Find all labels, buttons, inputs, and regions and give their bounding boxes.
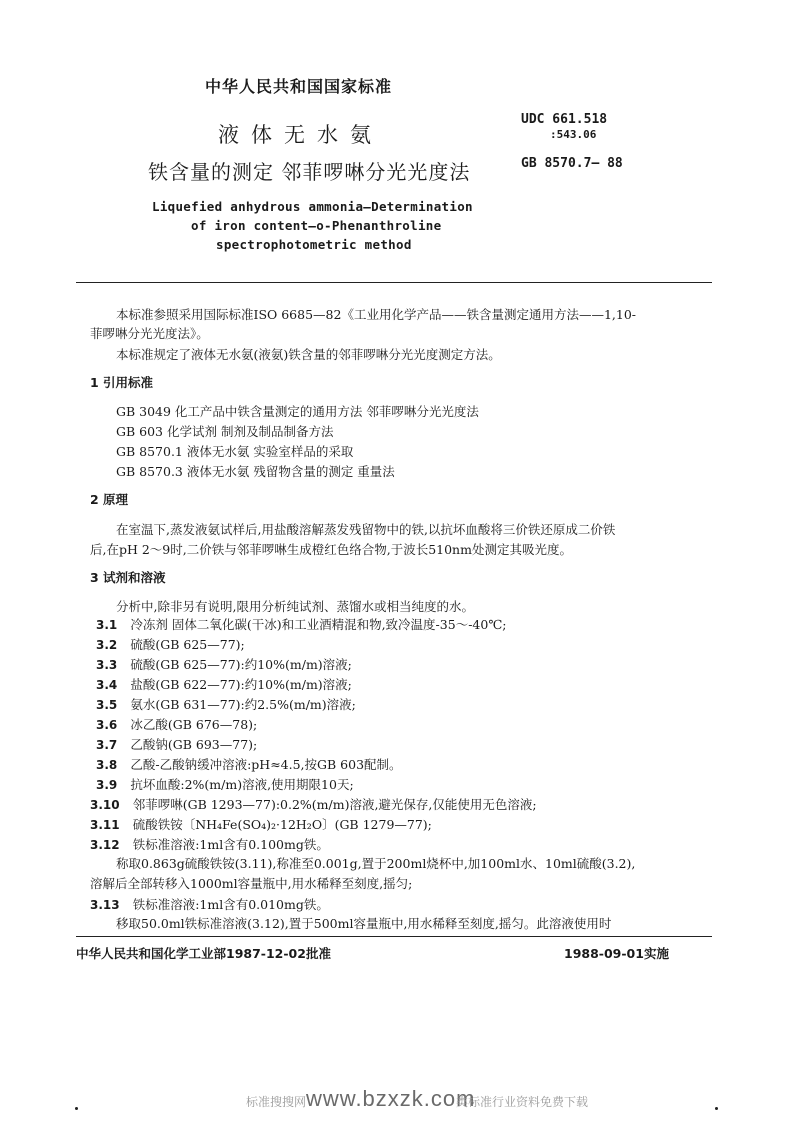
english-title-line1: Liquefied anhydrous ammonia—Determination: [152, 199, 473, 214]
reagent-number: 3.5: [96, 698, 118, 712]
reagent-item: [96, 674, 352, 693]
watermark-right-text: 类标准行业资料免费下载: [456, 1095, 589, 1109]
reagents-intro: 分析中,除非另有说明,限用分析纯试剂、蒸馏水或相当纯度的水。: [116, 599, 474, 614]
section2-heading: 2 原理: [90, 492, 129, 507]
reference-item: GB 603 化学试剂 制剂及制品制备方法: [116, 424, 334, 439]
gb-number: GB 8570.7— 88: [521, 156, 623, 171]
scan-dot: [715, 1107, 718, 1110]
intro-paragraph1-line1: 本标准参照采用国际标准ISO 6685—82《工业用化学产品——铁含量测定通用方法——1,10-: [116, 307, 636, 322]
reagent-item: [96, 754, 402, 773]
reagent-item: [96, 774, 354, 793]
udc-code: UDC 661.518: [521, 112, 608, 127]
reagent-number: 3.6: [96, 718, 118, 732]
reagent-item: [90, 834, 329, 853]
scan-dot: [75, 1107, 78, 1110]
document-title-line1: 液体无水氨: [218, 123, 383, 147]
procedure-313-line1: 移取50.0ml铁标准溶液(3.12),置于500ml容量瓶中,用水稀释至刻度,摇匀。此溶液使用时: [116, 916, 612, 931]
reagent-item: [90, 814, 432, 833]
reagent-item: [96, 654, 352, 673]
udc-code-cont: :543.06: [550, 128, 597, 141]
reagent-number: 3.13: [90, 898, 120, 912]
reagent-text: 铁标准溶液:1ml含有0.100mg铁。: [132, 837, 329, 852]
watermark-left-text: 标准搜搜网: [246, 1095, 307, 1109]
reagent-text: 氨水(GB 631—77):约2.5%(m/m)溶液;: [130, 697, 356, 712]
reagent-number: 3.4: [96, 678, 118, 692]
section1-heading: 1 引用标准: [90, 375, 154, 390]
reagent-text: 铁标准溶液:1ml含有0.010mg铁。: [132, 897, 329, 912]
reagent-number: 3.8: [96, 758, 118, 772]
reagent-item: [96, 714, 257, 733]
reagent-number: 3.11: [90, 818, 120, 832]
reagent-item: [90, 894, 329, 913]
principle-line2: 后,在pH 2～9时,二价铁与邻菲啰啉生成橙红色络合物,于波长510nm处测定其吸光度。: [90, 542, 572, 557]
principle-line1: 在室温下,蒸发液氨试样后,用盐酸溶解蒸发残留物中的铁,以抗坏血酸将三价铁还原成二价铁: [116, 522, 616, 537]
reagent-item: [96, 634, 245, 653]
reagent-text: 冰乙酸(GB 676—78);: [130, 717, 258, 732]
reagent-text: 冷冻剂 固体二氧化碳(干冰)和工业酒精混和物,致冷温度-35～-40℃;: [130, 617, 507, 632]
english-title-line3: spectrophotometric method: [216, 237, 412, 252]
english-title-line2: of iron content—o-Phenanthroline: [191, 218, 442, 233]
procedure-312-line2: 溶解后全部转移入1000ml容量瓶中,用水稀释至刻度,摇匀;: [90, 876, 413, 891]
reagent-item: [96, 614, 507, 633]
reagent-number: 3.3: [96, 658, 118, 672]
header-divider: [76, 282, 712, 283]
watermark-url[interactable]: www.bzxzk.com: [306, 1086, 476, 1111]
reagent-text: 盐酸(GB 622—77):约10%(m/m)溶液;: [130, 677, 352, 692]
reagent-item: [96, 694, 356, 713]
intro-paragraph2: 本标准规定了液体无水氨(液氨)铁含量的邻菲啰啉分光光度测定方法。: [116, 347, 501, 362]
reagent-number: 3.1: [96, 618, 118, 632]
footer-divider: [76, 936, 712, 937]
approval-note: 中华人民共和国化学工业部1987-12-02批准: [76, 946, 331, 961]
reagent-text: 邻菲啰啉(GB 1293—77):0.2%(m/m)溶液,避光保存,仅能使用无色溶液;: [132, 797, 537, 812]
reagent-number: 3.9: [96, 778, 118, 792]
procedure-312-line1: 称取0.863g硫酸铁铵(3.11),称准至0.001g,置于200ml烧杯中,加100ml水、10ml硫酸(3.2),: [116, 856, 636, 871]
reagent-number: 3.12: [90, 838, 120, 852]
reagent-text: 硫酸(GB 625—77);: [130, 637, 245, 652]
intro-paragraph1-line2: 菲啰啉分光光度法》。: [90, 326, 209, 341]
reagent-item: [90, 794, 537, 813]
document-title-line2: 铁含量的测定 邻菲啰啉分光光度法: [148, 160, 471, 184]
reagent-text: 硫酸铁铵〔NH₄Fe(SO₄)₂·12H₂O〕(GB 1279—77);: [132, 817, 432, 832]
reagent-text: 抗坏血酸:2%(m/m)溶液,使用期限10天;: [130, 777, 354, 792]
reference-item: GB 8570.3 液体无水氨 残留物含量的测定 重量法: [116, 464, 395, 479]
reagent-text: 硫酸(GB 625—77):约10%(m/m)溶液;: [130, 657, 352, 672]
reagent-text: 乙酸-乙酸钠缓冲溶液:pH≈4.5,按GB 603配制。: [130, 757, 402, 772]
effective-date: 1988-09-01实施: [564, 946, 669, 961]
reagent-number: 3.7: [96, 738, 118, 752]
reagent-text: 乙酸钠(GB 693—77);: [130, 737, 258, 752]
reagent-number: 3.2: [96, 638, 118, 652]
country-standard-label: 中华人民共和国国家标准: [205, 77, 393, 96]
reference-item: GB 8570.1 液体无水氨 实验室样品的采取: [116, 444, 354, 459]
reference-item: GB 3049 化工产品中铁含量测定的通用方法 邻菲啰啉分光光度法: [116, 404, 479, 419]
reagent-item: [96, 734, 257, 753]
section3-heading: 3 试剂和溶液: [90, 570, 166, 585]
reagent-number: 3.10: [90, 798, 120, 812]
